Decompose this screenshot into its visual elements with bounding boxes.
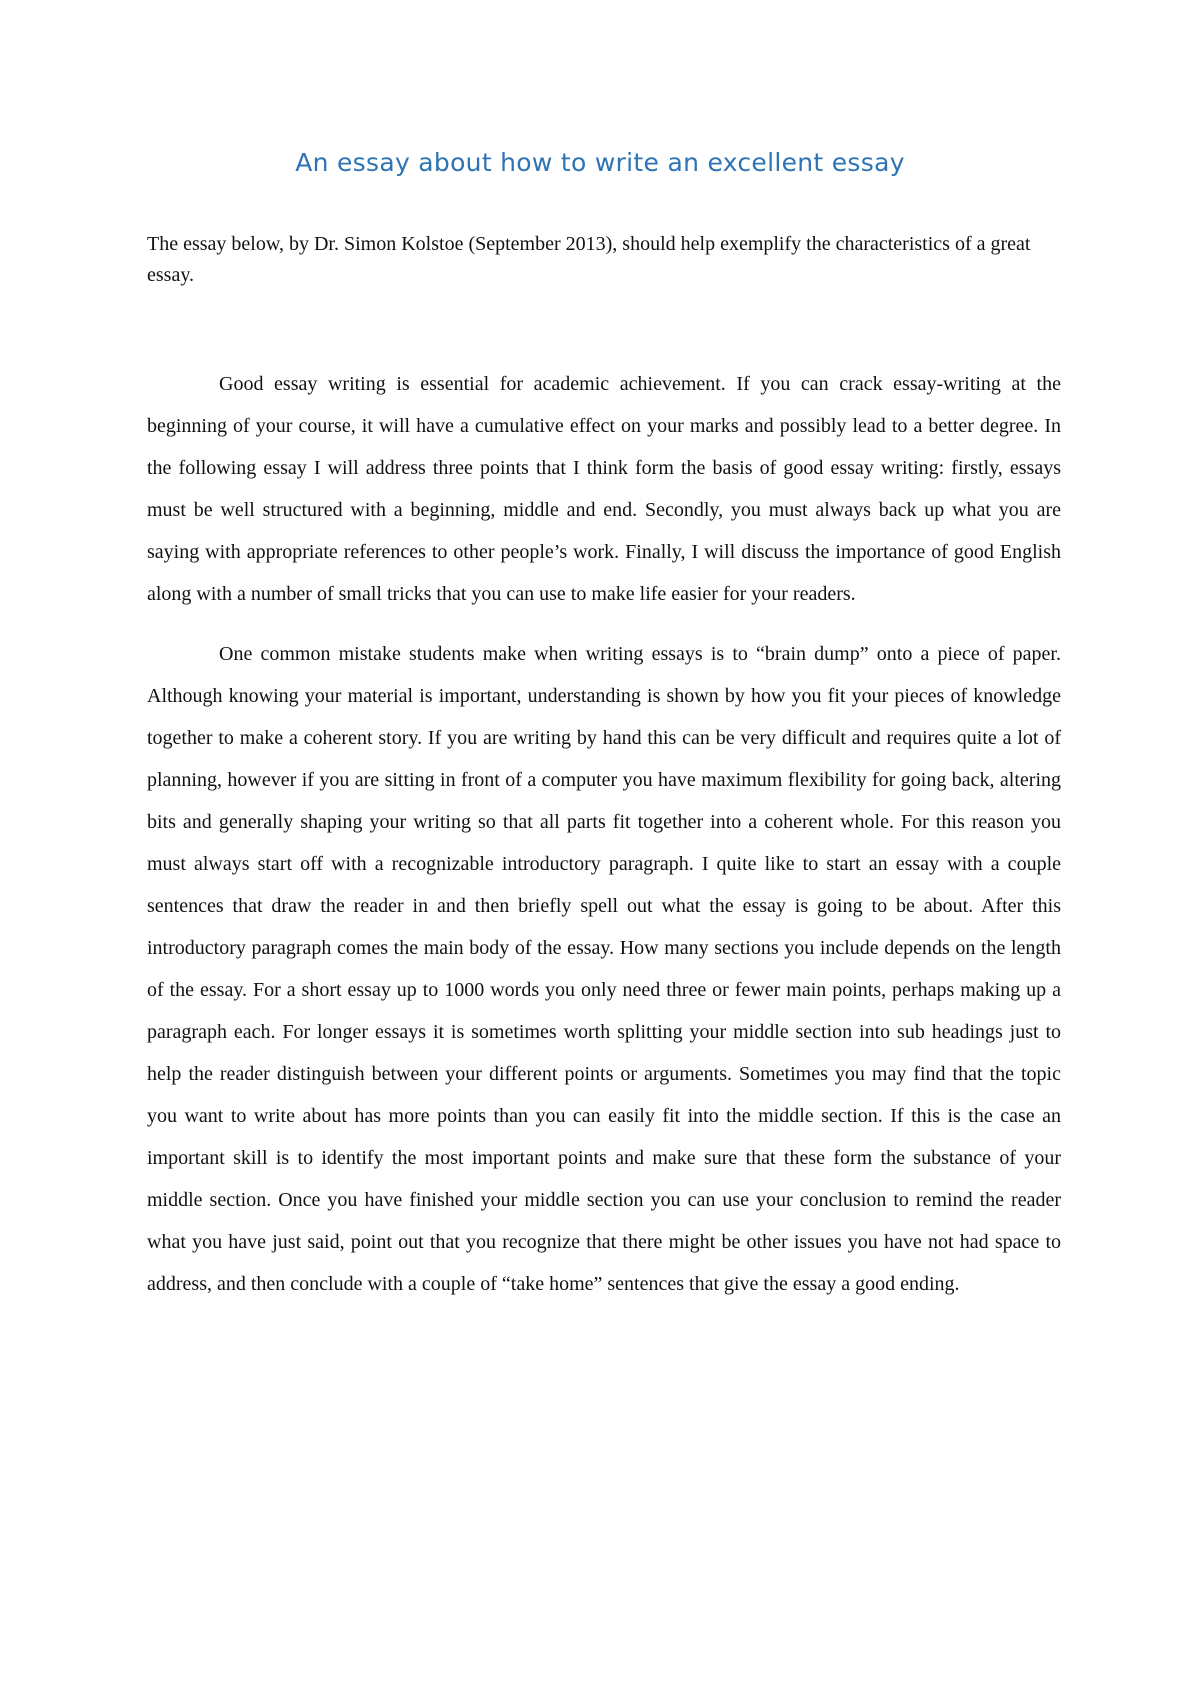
body-paragraph: One common mistake students make when writing essays is to “brain dump” onto a piece of paper. Although knowing your material is important, understanding is shown by how you fit your pieces of knowledge together to make a coherent story. If you are writing by hand this can be very difficult and requires quite a lot of planning, however if you are sitting in front of a computer you have maximum flexibility for going back, altering bits and generally shaping your writing so that all parts fit together into a coherent whole. For this reason you must always start off with a recognizable introductory paragraph. I quite like to start an essay with a couple sentences that draw the reader in and then briefly spell out what the essay is going to be about. After this introductory paragraph comes the main body of the essay. How many sections you include depends on the length of the essay. For a short essay up to 1000 words you only need three or fewer main points, perhaps making up a paragraph each. For longer essays it is sometimes worth splitting your middle section into sub headings just to help the reader distinguish between your different points or arguments. Sometimes you may find that the topic you want to write about has more points than you can easily fit into the middle section. If this is the case an important skill is to identify the most important points and make sure that these form the substance of your middle section. Once you have finished your middle section you can use your conclusion to remind the reader what you have just said, point out that you recognize that there might be other issues you have not had space to address, and then conclude with a couple of “take home” sentences that give the essay a good ending.: [147, 643, 1061, 1295]
essay-body: [147, 363, 1061, 1323]
intro-paragraph: The essay below, by Dr. Simon Kolstoe (September 2013), should help exemplify the characteristics of a great essay.: [147, 233, 1031, 286]
body-paragraph: Good essay writing is essential for academic achievement. If you can crack essay-writing at the beginning of your course, it will have a cumulative effect on your marks and possibly lead to a better degree. In the following essay I will address three points that I think form the basis of good essay writing: firstly, essays must be well structured with a beginning, middle and end. Secondly, you must always back up what you are saying with appropriate references to other people’s work. Finally, I will discuss the importance of good English along with a number of small tricks that you can use to make life easier for your readers.: [147, 373, 1061, 605]
document-title: An essay about how to write an excellent essay: [295, 148, 905, 177]
